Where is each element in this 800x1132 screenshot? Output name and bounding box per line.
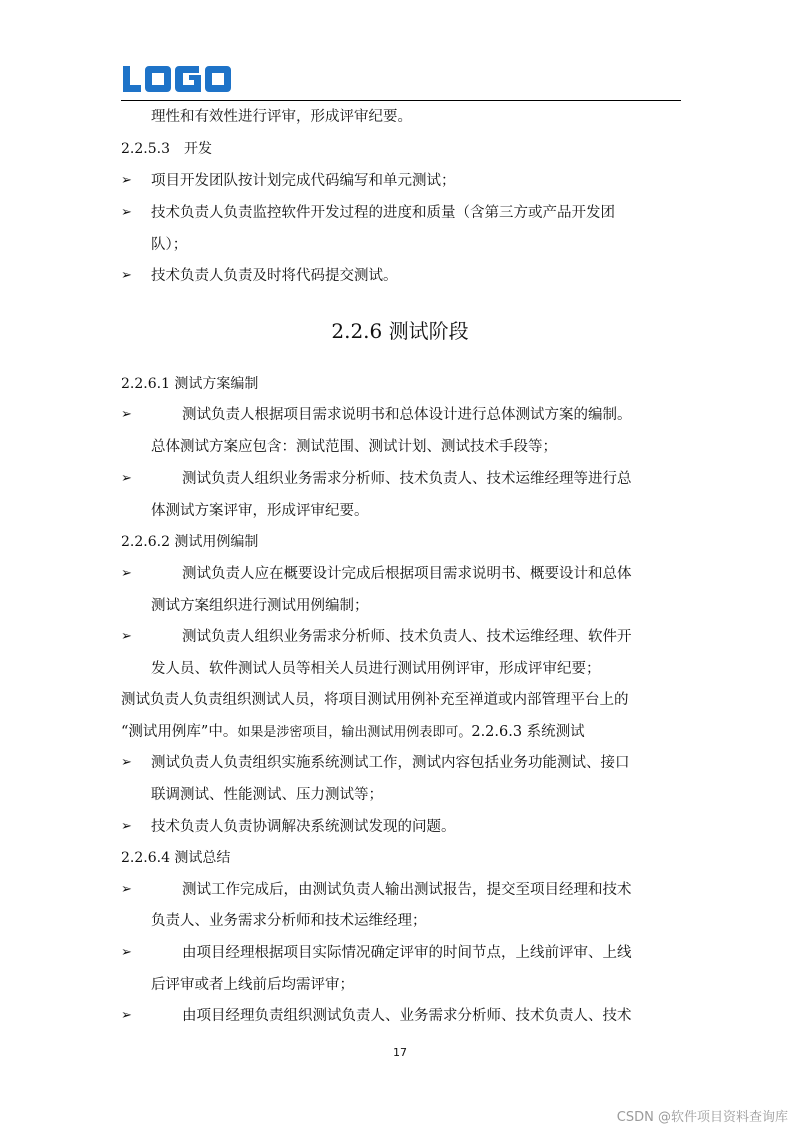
paragraph-line: [121, 722, 585, 743]
bullet-icon: ➢: [121, 629, 132, 644]
paragraph-line: 测试负责人负责组织测试人员，将项目测试用例补充至禅道或内部管理平台上的: [121, 692, 629, 708]
bullet-text-continued: 负责人、业务需求分析师和技术运维经理；: [151, 913, 427, 929]
bullet-icon: ➢: [121, 268, 132, 283]
bullet-icon: ➢: [121, 882, 132, 897]
bullet-text: 测试负责人组织业务需求分析师、技术负责人、技术运维经理等进行总: [182, 471, 632, 487]
bullet-text: 项目开发团队按计划完成代码编写和单元测试；: [151, 173, 456, 189]
bullet-text: 技术负责人负责及时将代码提交测试。: [151, 268, 398, 284]
bullet-text: 测试负责人根据项目需求说明书和总体设计进行总体测试方案的编制。: [182, 407, 632, 423]
bullet-text: 测试负责人负责组织实施系统测试工作，测试内容包括业务功能测试、接口: [151, 755, 630, 771]
section-heading-2263: 2.2.6.3 系统测试: [471, 724, 585, 740]
section-heading-2261: 2.2.6.1 测试方案编制: [121, 376, 259, 392]
bullet-text: 测试工作完成后，由测试负责人输出测试报告，提交至项目经理和技术: [182, 882, 632, 898]
paragraph-line: 理性和有效性进行评审，形成评审纪要。: [151, 109, 412, 125]
bullet-text-continued: 队）；: [151, 237, 188, 253]
paragraph-segment: “测试用例库”中。: [121, 724, 238, 740]
paragraph-segment: 如果是涉密项目，输出测试用例表即可。: [237, 725, 472, 740]
bullet-text-continued: 测试方案组织进行测试用例编制；: [151, 598, 369, 614]
section-heading-2253: 2.2.5.3 开发: [121, 141, 212, 157]
bullet-text-continued: 总体测试方案应包含：测试范围、测试计划、测试技术手段等；: [151, 439, 557, 455]
watermark: CSDN @软件项目资料查询库: [616, 1110, 788, 1125]
bullet-icon: ➢: [121, 566, 132, 581]
bullet-text: 技术负责人负责协调解决系统测试发现的问题。: [151, 819, 456, 835]
bullet-icon: ➢: [121, 819, 132, 834]
bullet-text-continued: 后评审或者上线前后均需评审；: [151, 977, 354, 993]
section-title-226: 2.2.6 测试阶段: [331, 319, 469, 343]
bullet-icon: ➢: [121, 945, 132, 960]
bullet-icon: ➢: [121, 755, 132, 770]
bullet-icon: ➢: [121, 471, 132, 486]
bullet-text: 测试负责人组织业务需求分析师、技术负责人、技术运维经理、软件开: [182, 629, 632, 645]
bullet-text-continued: 体测试方案评审，形成评审纪要。: [151, 503, 369, 519]
bullet-text: 由项目经理根据项目实际情况确定评审的时间节点，上线前评审、上线: [182, 945, 632, 961]
bullet-text: 技术负责人负责监控软件开发过程的进度和质量（含第三方或产品开发团: [151, 205, 615, 221]
bullet-icon: ➢: [121, 407, 132, 422]
section-heading-2262: 2.2.6.2 测试用例编制: [121, 534, 259, 550]
page-number: 17: [393, 1046, 407, 1059]
bullet-text-continued: 联调测试、性能测试、压力测试等；: [151, 787, 383, 803]
header-rule: [121, 100, 681, 101]
bullet-icon: ➢: [121, 1008, 132, 1023]
bullet-text: 由项目经理负责组织测试负责人、业务需求分析师、技术负责人、技术: [182, 1008, 632, 1024]
bullet-icon: ➢: [121, 205, 132, 220]
bullet-icon: ➢: [121, 173, 132, 188]
bullet-text: 测试负责人应在概要设计完成后根据项目需求说明书、概要设计和总体: [182, 566, 632, 582]
logo-image: [121, 62, 231, 96]
bullet-text-continued: 发人员、软件测试人员等相关人员进行测试用例评审，形成评审纪要；: [151, 661, 601, 677]
section-heading-2264: 2.2.6.4 测试总结: [121, 850, 231, 866]
